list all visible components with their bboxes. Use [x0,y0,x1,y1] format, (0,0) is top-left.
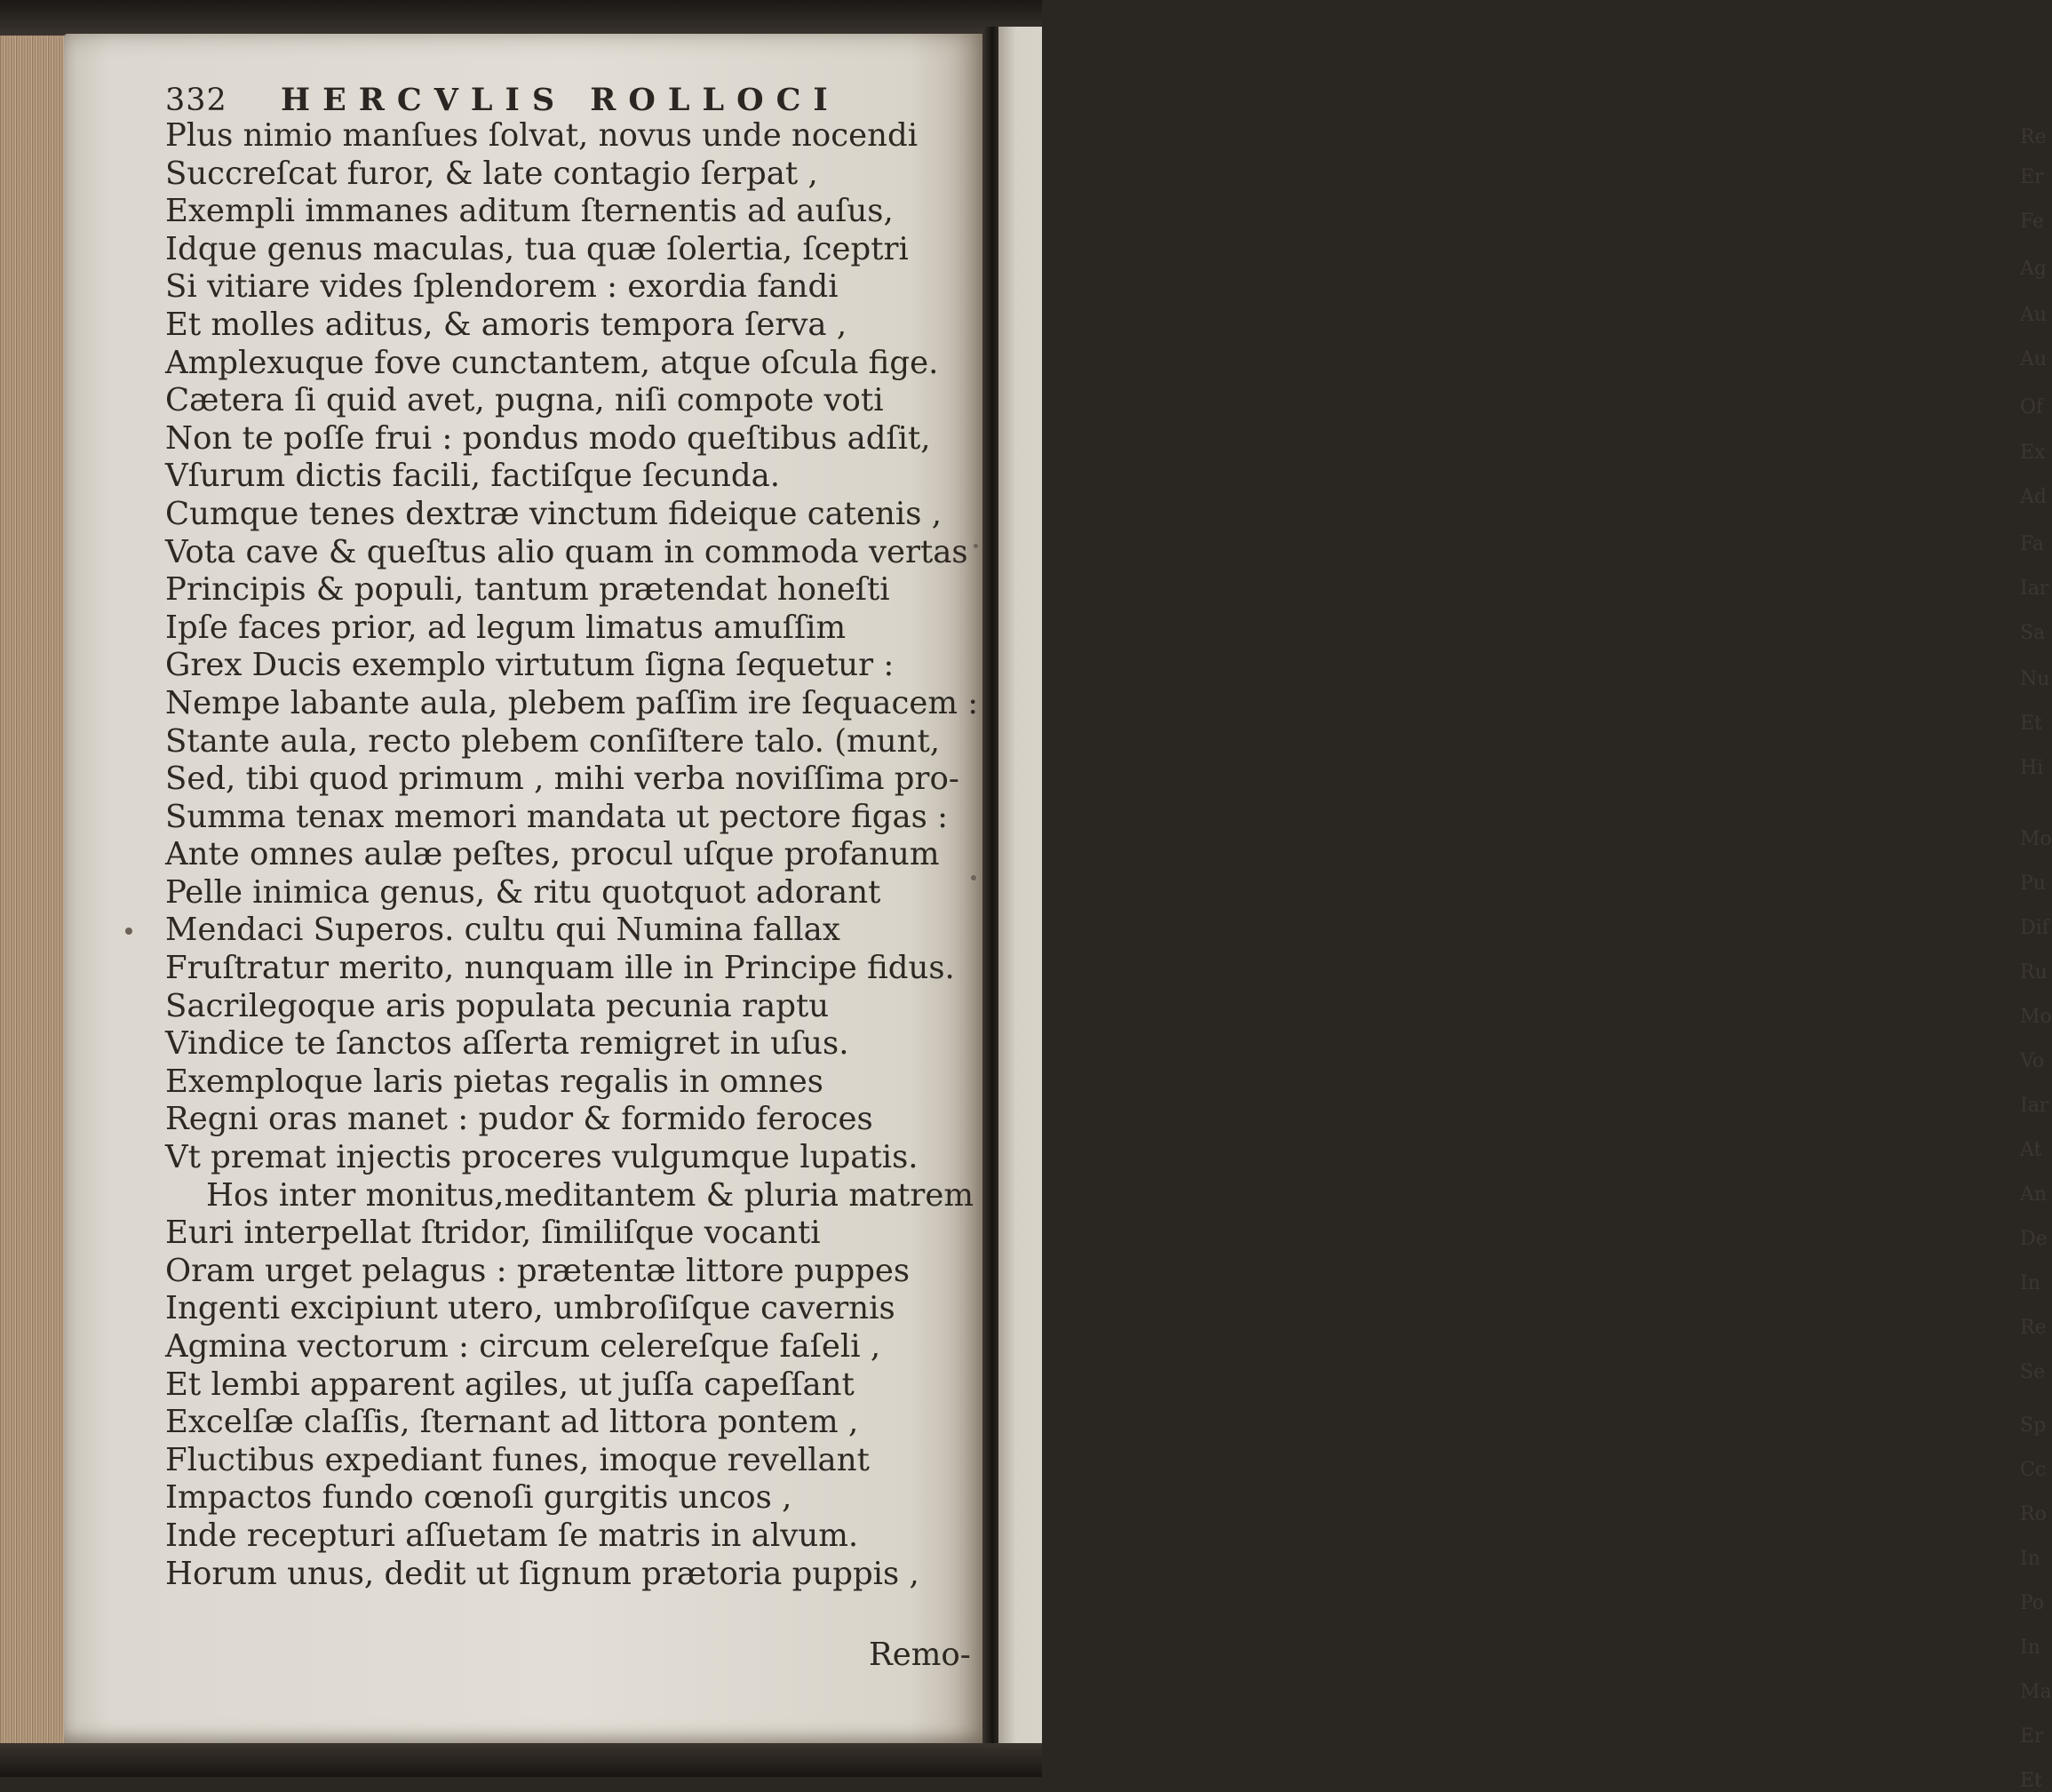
verse-line: Ipſe faces prior, ad legum limatus amuſſim [165,609,847,646]
verse-line: Et molles aditus, & amoris tempora ſerva , [165,306,847,343]
facing-page-word: Ag [2020,258,2047,280]
verse-line: Inde recepturi aſſuetam ſe matris in alvum. [165,1517,859,1554]
facing-page-word: Fa [2020,533,2044,555]
verse-line: Ingenti excipiunt utero, umbroſiſque cavernis [165,1290,895,1327]
facing-page-word: Fe [2020,211,2045,233]
verse-line: Non te poſſe frui : pondus modo queſtibus adſit, [165,419,931,457]
verse-text [165,117,982,1593]
verse-line: Summa tenax memori mandata ut pectore figas : [165,798,949,835]
verse-line: Nempe labante aula, plebem paſſim ire ſequacem : [165,684,979,721]
verse-line: Vindice te ſanctos aſſerta remigret in uſus. [165,1025,849,1063]
top-shadow [0,0,1042,36]
verse-line: Vſurum dictis facili, factiſque ſecunda. [165,458,781,495]
facing-page-word: Mo [2020,828,2052,850]
facing-page-word: Et [2020,713,2042,735]
verse-line: Hos inter monitus,meditantem & pluria matrem [206,1176,974,1214]
facing-page-word: Re [2020,126,2047,148]
verse-line: Pelle inimica genus, & ritu quotquot adorant [165,873,881,911]
facing-page-word: Mo [2020,1006,2052,1028]
facing-page-word: Er [2020,1725,2044,1748]
verse-line: Ante omnes aulæ peſtes, procul uſque profanum [165,836,940,873]
facing-page-word: Er [2020,166,2044,188]
facing-page-word: Po [2020,1592,2045,1614]
verse-line: Exempli immanes aditum ſternentis ad auſus, [165,193,894,230]
ink-fleck [974,544,978,548]
verse-line: Succreſcat furor, & late contagio ſerpat , [165,155,818,192]
ink-fleck [125,928,132,935]
facing-page-word: An [2020,1183,2048,1206]
bottom-shadow [0,1743,1042,1777]
running-title: HERCVLIS ROLLOCI [281,82,840,118]
verse-line: Excelſæ claſſis, ſternant ad littora pontem , [165,1404,859,1441]
facing-page-word: Of [2020,396,2044,418]
verse-line: Amplexuque fove cunctantem, atque oſcula fige. [165,344,939,381]
verse-line: Plus nimio manſues ſolvat, novus unde nocendi [165,117,919,154]
running-head [165,81,965,120]
page-number: 332 [165,83,227,118]
verse-line: Vt premat injectis proceres vulgumque lupatis. [165,1139,919,1176]
verse-line: Regni oras manet : pudor & formido feroces [165,1101,873,1138]
verse-line: Cætera ſi quid avet, pugna, niſi compote voti [165,382,884,419]
facing-page-word: Hi [2020,757,2044,779]
facing-page-word: Au [2020,348,2048,370]
verse-line: Vota cave & queſtus alio quam in commoda vertas [165,533,968,570]
facing-page-word: Ma [2020,1681,2052,1703]
verse-line: Principis & populi, tantum prætendat honeſti [165,571,890,609]
verse-line: Sacrilegoque aris populata pecunia raptu [165,987,830,1024]
verse-line: Grex Ducis exemplo virtutum ſigna ſequetur : [165,647,895,684]
facing-page-word: Iar [2020,1095,2049,1117]
facing-page-edge [998,27,2052,1792]
facing-page-word: In [2020,1548,2040,1570]
catchword: Remo- [869,1637,971,1673]
facing-page-word: Re [2020,1317,2047,1339]
ink-fleck [971,875,976,880]
facing-page-word: Et [2020,1770,2042,1792]
facing-page-word: Vo [2020,1050,2045,1072]
facing-page-word: At [2020,1139,2042,1161]
verse-line: Et lembi apparent agiles, ut juſſa capeſſant [165,1366,855,1403]
verse-line: Sed, tibi quod primum , mihi verba noviſſima pro- [165,761,959,798]
facing-page-word: Ro [2020,1503,2047,1525]
facing-page-word: Ru [2020,961,2048,984]
verse-line: Agmina vectorum : circum celereſque faſeli , [165,1328,881,1365]
facing-page-word: Iar [2020,577,2049,600]
facing-page-word: De [2020,1228,2048,1250]
verse-line: Fluctibus expediant funes, imoque revellant [165,1441,870,1478]
verse-line: Exemploque laris pietas regalis in omnes [165,1063,824,1100]
verse-line: Oram urget pelagus : prætentæ littore puppes [165,1252,911,1289]
verse-line: Impactos fundo cœnoſi gurgitis uncos , [165,1479,792,1517]
page-edges [0,36,73,1746]
verse-line: Stante aula, recto plebem conſiſtere talo. (munt, [165,722,941,760]
facing-page-word: Au [2020,304,2048,326]
verse-line: Idque genus maculas, tua quæ ſolertia, ſceptri [165,230,909,267]
facing-page-word: Cc [2020,1459,2047,1481]
facing-page-word: Pu [2020,872,2046,895]
verse-line: Fruſtratur merito, nunquam ille in Principe fidus. [165,950,955,987]
facing-page-word: Dif [2020,917,2049,939]
facing-page-word: Nu [2020,668,2050,690]
verse-line: Si vitiare vides ſplendorem : exordia fandi [165,268,839,306]
facing-page-word: Ex [2020,442,2046,464]
facing-page-word: In [2020,1272,2040,1294]
facing-page-word: Se [2020,1361,2046,1383]
facing-page-word: Ad [2020,486,2047,508]
verse-line: Horum unus, dedit ut ſignum prætoria puppis , [165,1555,919,1592]
verse-line: Mendaci Superos. cultu qui Numina fallax [165,912,840,949]
verse-line: Cumque tenes dextræ vinctum fideique catenis , [165,495,942,532]
verse-line: Euri interpellat ſtridor, ſimiliſque vocanti [165,1215,821,1252]
facing-page-word: Sa [2020,622,2046,644]
facing-page-word: In [2020,1637,2040,1659]
facing-page-word: Sp [2020,1414,2047,1437]
